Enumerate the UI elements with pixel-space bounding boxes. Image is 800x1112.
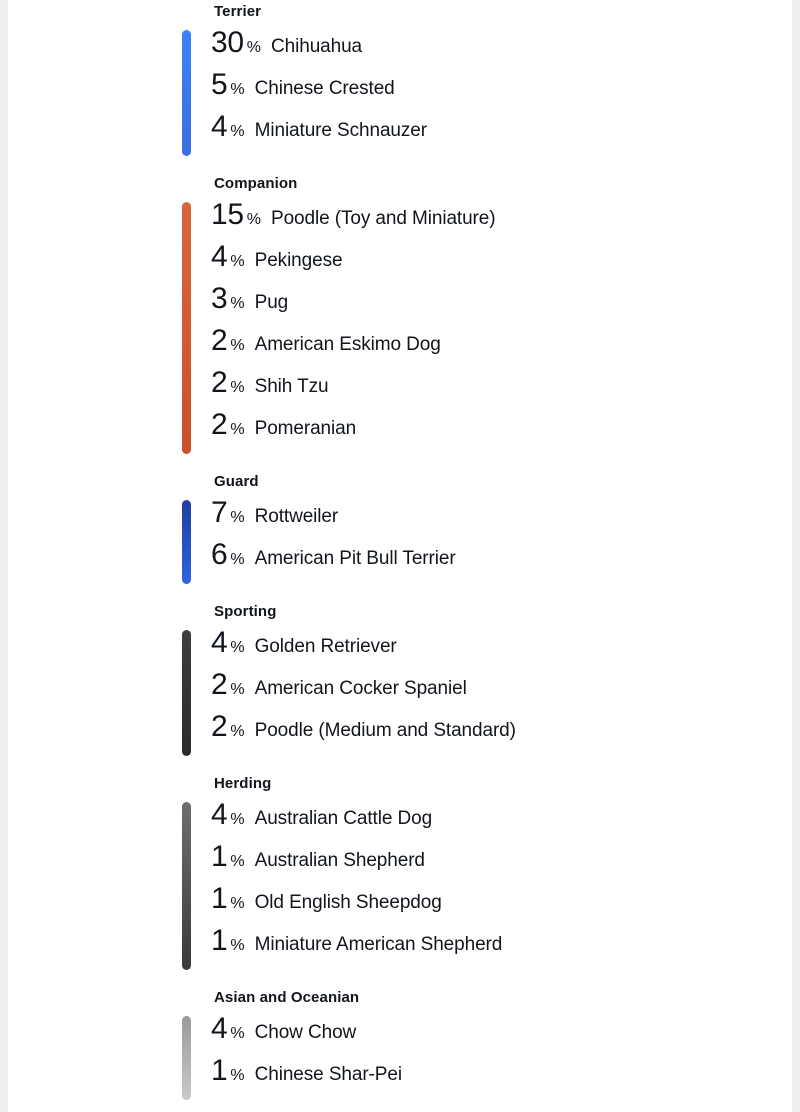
breed-name: American Eskimo Dog [254, 334, 441, 355]
breed-group-body [170, 28, 790, 158]
breed-percent-value: 4 [211, 1012, 228, 1045]
breed-group-title: Companion [214, 175, 298, 192]
breed-name: Miniature American Shepherd [254, 934, 503, 955]
breed-name: Australian Cattle Dog [254, 808, 433, 829]
breed-percent-value: 30 [211, 26, 244, 59]
percent-sign: % [230, 1067, 245, 1084]
percent-sign: % [230, 337, 245, 354]
breed-name: Pomeranian [254, 418, 357, 439]
breed-group-list [170, 0, 790, 1102]
breed-percent-value: 4 [211, 798, 228, 831]
percent-sign: % [230, 811, 245, 828]
percent-sign: % [230, 295, 245, 312]
breed-percent-value: 3 [211, 282, 228, 315]
percent-sign: % [230, 123, 245, 140]
breed-name: Poodle (Toy and Miniature) [271, 208, 496, 229]
breed-group [170, 158, 790, 456]
breed-group-color-bar [182, 1016, 191, 1100]
breed-percent-value: 2 [211, 366, 228, 399]
page-left-margin [0, 0, 8, 1112]
breed-group-color-bar [182, 202, 191, 454]
page-right-margin [792, 0, 800, 1112]
percent-sign: % [230, 723, 245, 740]
breed-group-body [170, 1014, 790, 1102]
percent-sign: % [230, 853, 245, 870]
percent-sign: % [230, 937, 245, 954]
breed-group-color-bar [182, 802, 191, 970]
breed-row [211, 242, 790, 284]
breed-row [211, 410, 790, 452]
breed-name: Poodle (Medium and Standard) [254, 720, 516, 741]
breed-group [170, 456, 790, 586]
breed-row [211, 498, 790, 540]
breed-group-title: Guard [214, 473, 259, 490]
percent-sign: % [230, 379, 245, 396]
breed-row [211, 670, 790, 712]
breed-percent-value: 15 [211, 198, 244, 231]
breed-row [211, 28, 790, 70]
breed-group-color-bar [182, 500, 191, 584]
breed-name: Rottweiler [254, 506, 339, 527]
percent-sign: % [230, 509, 245, 526]
breed-group-body [170, 628, 790, 758]
breed-group [170, 586, 790, 758]
percent-sign: % [230, 1025, 245, 1042]
percent-sign: % [230, 421, 245, 438]
breed-rows [191, 28, 790, 158]
percent-sign: % [230, 681, 245, 698]
breed-name: American Cocker Spaniel [254, 678, 467, 699]
breed-row [211, 70, 790, 112]
percent-sign: % [246, 39, 262, 56]
breed-group [170, 758, 790, 972]
breed-name: Golden Retriever [254, 636, 397, 657]
breed-row [211, 284, 790, 326]
breed-group-title: Terrier [214, 3, 262, 20]
percent-sign: % [230, 81, 245, 98]
breed-row [211, 112, 790, 154]
breed-group-body [170, 498, 790, 586]
breed-percent-value: 2 [211, 324, 228, 357]
breed-row [211, 628, 790, 670]
breed-group-title: Herding [214, 775, 272, 792]
breed-row [211, 200, 790, 242]
breed-percent-value: 4 [211, 240, 228, 273]
breed-percent-value: 7 [211, 496, 228, 529]
breed-percent-value: 4 [211, 110, 228, 143]
breed-group [170, 972, 790, 1102]
breed-row [211, 926, 790, 968]
breed-row [211, 1056, 790, 1098]
breed-name: Chinese Shar-Pei [254, 1064, 402, 1085]
breed-row [211, 842, 790, 884]
breed-rows [191, 200, 790, 456]
breed-group-title: Asian and Oceanian [214, 989, 360, 1006]
breed-name: Chinese Crested [254, 78, 395, 99]
breed-percent-value: 1 [211, 1054, 228, 1087]
breed-name: Old English Sheepdog [254, 892, 442, 913]
breed-group-body [170, 200, 790, 456]
breed-percent-value: 2 [211, 668, 228, 701]
breed-group-color-bar [182, 630, 191, 756]
breed-row [211, 368, 790, 410]
breed-row [211, 326, 790, 368]
breed-name: Shih Tzu [254, 376, 329, 397]
breed-group-title: Sporting [214, 603, 277, 620]
breed-group-color-bar [182, 30, 191, 156]
breed-row [211, 712, 790, 754]
breed-name: Australian Shepherd [254, 850, 425, 871]
breed-group-body [170, 800, 790, 972]
breed-percent-value: 4 [211, 626, 228, 659]
breed-row [211, 540, 790, 582]
percent-sign: % [230, 639, 245, 656]
breed-percent-value: 6 [211, 538, 228, 571]
breed-name: Miniature Schnauzer [254, 120, 427, 141]
breed-row [211, 800, 790, 842]
breed-group [170, 0, 790, 158]
percent-sign: % [246, 211, 262, 228]
breed-row [211, 884, 790, 926]
breed-name: Pekingese [254, 250, 343, 271]
percent-sign: % [230, 253, 245, 270]
breed-name: Pug [254, 292, 289, 313]
breed-percent-value: 2 [211, 710, 228, 743]
breed-rows [191, 1014, 790, 1102]
breed-name: American Pit Bull Terrier [254, 548, 456, 569]
breed-row [211, 1014, 790, 1056]
breed-percent-value: 5 [211, 68, 228, 101]
breed-percent-value: 1 [211, 924, 228, 957]
percent-sign: % [230, 551, 245, 568]
breed-percent-value: 1 [211, 840, 228, 873]
breed-percent-value: 1 [211, 882, 228, 915]
breed-rows [191, 800, 790, 972]
breed-rows [191, 628, 790, 758]
breed-rows [191, 498, 790, 586]
breed-name: Chow Chow [254, 1022, 357, 1043]
percent-sign: % [230, 895, 245, 912]
breed-name: Chihuahua [271, 36, 363, 57]
breed-percent-value: 2 [211, 408, 228, 441]
